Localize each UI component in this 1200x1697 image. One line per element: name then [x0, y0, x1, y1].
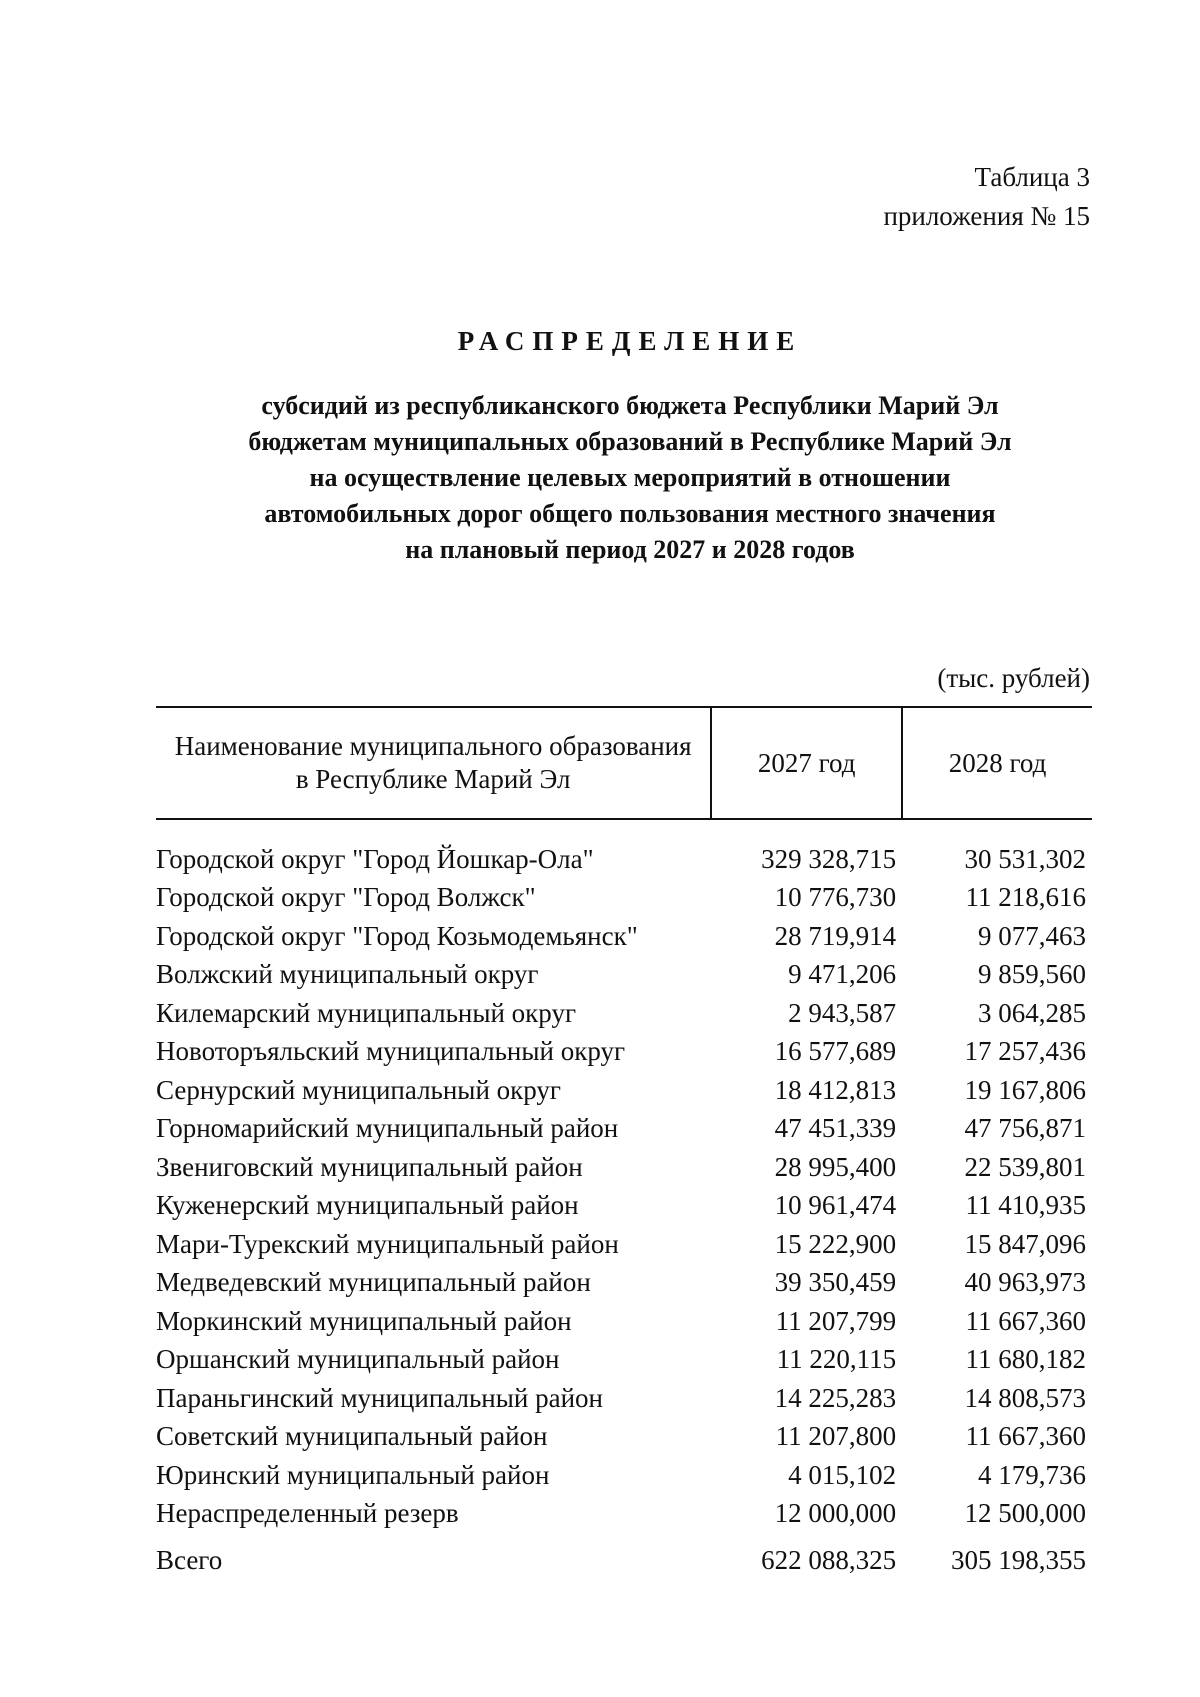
table-row: [156, 1033, 1092, 1072]
table-row: [156, 1225, 1092, 1264]
value-2028: 17 257,436: [964, 1036, 1086, 1067]
document-title: РАСПРЕДЕЛЕНИЕ: [457, 326, 803, 356]
table-row: [156, 819, 1092, 879]
table-row: [156, 917, 1092, 956]
value-2028: 11 667,360: [965, 1421, 1086, 1452]
value-2028: 3 064,285: [978, 997, 1086, 1028]
municipality-name: Звениговский муниципальный район: [156, 1151, 583, 1182]
value-2027: 12 000,000: [774, 1498, 897, 1529]
value-2027: 28 719,914: [774, 920, 897, 951]
value-2028: 9 859,560: [978, 959, 1086, 990]
value-2027: 11 207,800: [775, 1421, 897, 1452]
subtitle-line: на плановый период 2027 и 2028 годов: [405, 535, 855, 564]
subtitle-line: на осуществление целевых мероприятий в отношении: [309, 463, 951, 492]
value-2027: 2 943,587: [788, 997, 897, 1028]
municipality-name: Килемарский муниципальный округ: [156, 997, 577, 1028]
municipality-name: Юринский муниципальный район: [156, 1459, 550, 1490]
municipality-name: Моркинский муниципальный район: [156, 1305, 572, 1336]
table-row: [156, 1418, 1092, 1457]
document-subtitle: [0, 388, 1200, 568]
table-row: [156, 994, 1092, 1033]
value-2027: 39 350,459: [774, 1267, 897, 1298]
municipality-name: Городской округ "Город Йошкар-Ола": [156, 843, 594, 874]
municipality-name: Сернурский муниципальный округ: [156, 1074, 561, 1105]
table-row: [156, 1071, 1092, 1110]
subtitle-line: субсидий из республиканского бюджета Республики Марий Эл: [261, 391, 999, 420]
value-2028: 12 500,000: [964, 1498, 1086, 1529]
appendix-reference: [883, 158, 1090, 236]
table-row: [156, 1456, 1092, 1495]
municipality-name: Куженерский муниципальный район: [156, 1190, 579, 1221]
header-year-2028: 2028 год: [902, 707, 1092, 819]
value-2027: 329 328,715: [761, 843, 897, 874]
municipality-name: Медведевский муниципальный район: [156, 1267, 591, 1298]
value-2027: 10 961,474: [774, 1190, 897, 1221]
value-2028: 4 179,736: [978, 1459, 1086, 1490]
value-2027: 11 220,115: [776, 1344, 897, 1375]
table-header-row: [156, 707, 1092, 819]
value-2027: 18 412,813: [774, 1074, 897, 1105]
subtitle-line: бюджетам муниципальных образований в Республике Марий Эл: [248, 427, 1012, 456]
value-2028: 11 410,935: [965, 1190, 1086, 1221]
value-2028: 11 218,616: [965, 882, 1086, 913]
header-year-2027: 2027 год: [711, 707, 902, 819]
total-row: [156, 1533, 1092, 1580]
table-row: [156, 956, 1092, 995]
table-row: [156, 1148, 1092, 1187]
value-2027: 16 577,689: [774, 1036, 897, 1067]
value-2027: 28 995,400: [774, 1151, 897, 1182]
municipality-name: Параньгинский муниципальный район: [156, 1382, 603, 1413]
table-row: [156, 1110, 1092, 1149]
appendix-number: приложения № 15: [883, 201, 1090, 231]
value-2028: 11 667,360: [965, 1305, 1086, 1336]
municipality-name: Горномарийский муниципальный район: [156, 1113, 619, 1144]
subtitle-line: автомобильных дорог общего пользования местного значения: [264, 499, 996, 528]
value-2028: 15 847,096: [964, 1228, 1086, 1259]
value-2027: 15 222,900: [774, 1228, 897, 1259]
value-2027: 14 225,283: [774, 1382, 897, 1413]
table-body: [156, 819, 1092, 1580]
value-2027: 10 776,730: [774, 882, 897, 913]
value-2027: 11 207,799: [775, 1305, 897, 1336]
municipality-name: Всего: [156, 1544, 223, 1575]
header-municipality: [156, 707, 711, 819]
municipality-name: Волжский муниципальный округ: [156, 959, 539, 990]
value-2027: 622 088,325: [761, 1544, 897, 1575]
value-2028: 30 531,302: [964, 843, 1086, 874]
table-row: [156, 1379, 1092, 1418]
municipality-name: Нераспределенный резерв: [156, 1498, 459, 1529]
municipality-name: Оршанский муниципальный район: [156, 1344, 560, 1375]
table-row: [156, 1341, 1092, 1380]
value-2027: 9 471,206: [788, 959, 897, 990]
municipality-name: Городской округ "Город Козьмодемьянск": [156, 920, 638, 951]
municipality-name: Городской округ "Город Волжск": [156, 882, 536, 913]
table-row: [156, 1495, 1092, 1534]
value-2028: 11 680,182: [965, 1344, 1086, 1375]
allocation-table: [156, 706, 1092, 1580]
value-2028: 305 198,355: [951, 1544, 1086, 1575]
value-2027: 4 015,102: [788, 1459, 897, 1490]
value-2028: 9 077,463: [978, 920, 1086, 951]
municipality-name: Мари-Турекский муниципальный район: [156, 1228, 619, 1259]
value-2028: 19 167,806: [964, 1074, 1086, 1105]
municipality-name: Советский муниципальный район: [156, 1421, 548, 1452]
units-label: (тыс. рублей): [937, 663, 1090, 693]
value-2028: 47 756,871: [964, 1113, 1086, 1144]
value-2028: 22 539,801: [964, 1151, 1086, 1182]
table-row: [156, 1264, 1092, 1303]
header-municipality-line1: Наименование муниципального образования: [174, 731, 692, 761]
value-2028: 14 808,573: [964, 1382, 1086, 1413]
value-2027: 47 451,339: [774, 1113, 897, 1144]
appendix-table-number: Таблица 3: [974, 162, 1090, 192]
table-row: [156, 879, 1092, 918]
header-municipality-line2: в Республике Марий Эл: [295, 764, 571, 794]
table-row: [156, 1187, 1092, 1226]
municipality-name: Новоторъяльский муниципальный округ: [156, 1036, 626, 1067]
table-row: [156, 1302, 1092, 1341]
value-2028: 40 963,973: [964, 1267, 1086, 1298]
